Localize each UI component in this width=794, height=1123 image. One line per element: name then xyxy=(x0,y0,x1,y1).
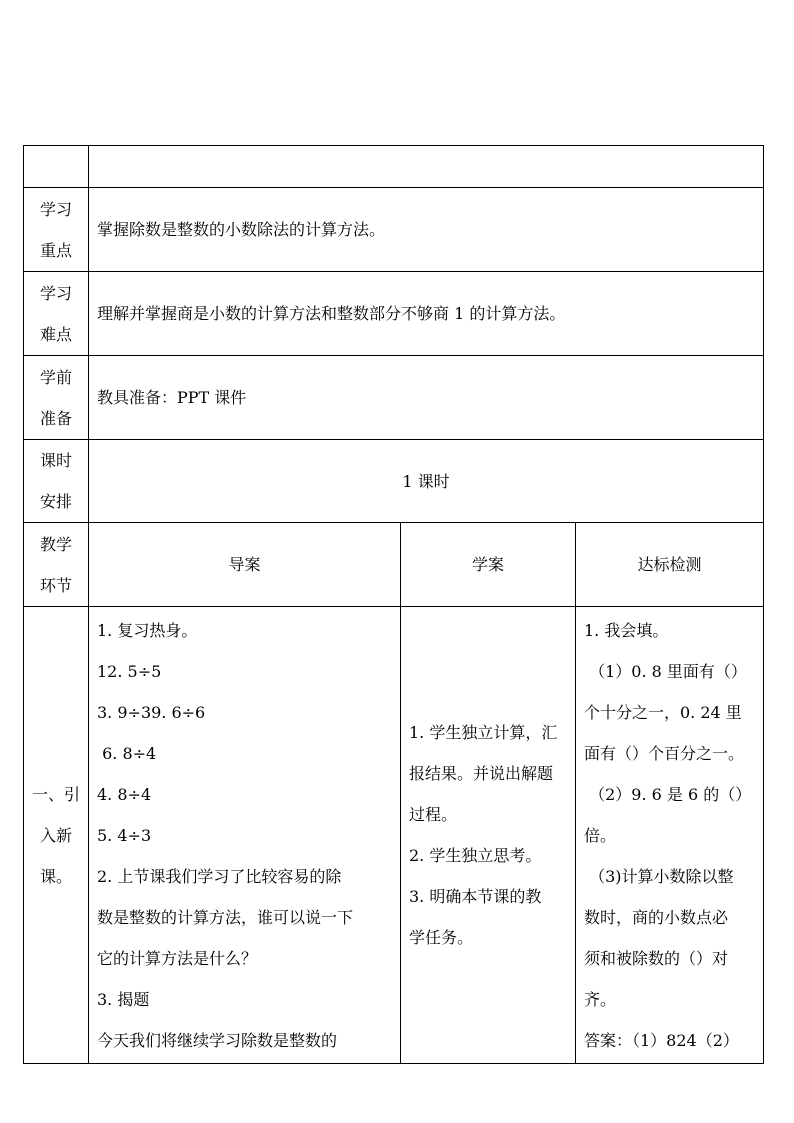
section-row xyxy=(24,607,764,1064)
row-label-line: 学习 xyxy=(39,283,72,303)
study-lines xyxy=(401,712,575,958)
study-line: 报结果。并说出解题 xyxy=(409,764,554,783)
study-line: 2. 学生独立思考。 xyxy=(409,846,542,865)
study-line: 过程。 xyxy=(409,805,458,824)
section-label-line: 一、引 xyxy=(31,784,80,804)
study-line: 学任务。 xyxy=(409,928,474,947)
guide-line: 1. 复习热身。 xyxy=(97,621,198,640)
check-line: 答案：（1）824（2） xyxy=(584,1031,739,1050)
table-row xyxy=(24,146,764,188)
check-line: （1）0. 8 里面有（） xyxy=(584,662,747,681)
study-cell xyxy=(401,607,576,1064)
check-line: 面有（）个百分之一。 xyxy=(584,744,745,763)
check-line: 倍。 xyxy=(584,826,617,845)
section-label xyxy=(24,607,89,1064)
guide-cell xyxy=(89,607,401,1064)
row-label xyxy=(24,440,89,523)
row-label-line: 准备 xyxy=(39,408,72,428)
check-cell xyxy=(576,607,764,1064)
check-line: （3)计算小数除以整 xyxy=(584,867,734,886)
check-line: 齐。 xyxy=(584,990,617,1009)
check-line: （2）9. 6 是 6 的（） xyxy=(584,785,752,804)
guide-line: 2. 上节课我们学习了比较容易的除 xyxy=(97,867,342,886)
difficulty-text: 理解并掌握商是小数的计算方法和整数部分不够商 1 的计算方法。 xyxy=(89,272,764,356)
section-label-line: 入新 xyxy=(39,825,72,845)
table-row xyxy=(24,272,764,356)
guide-lines xyxy=(89,607,400,1061)
guide-line: 12. 5÷5 xyxy=(97,662,162,681)
guide-line: 3. 揭题 xyxy=(97,990,150,1009)
guide-line: 数是整数的计算方法，谁可以说一下 xyxy=(97,908,354,927)
guide-line: 4. 8÷4 xyxy=(97,785,152,804)
check-line: 1. 我会填。 xyxy=(584,621,669,640)
study-line: 1. 学生独立计算，汇 xyxy=(409,723,558,742)
row-label-line: 教学 xyxy=(39,534,72,554)
table-row xyxy=(24,440,764,523)
row-label xyxy=(24,272,89,356)
row-label-line: 安排 xyxy=(39,492,72,511)
row-label xyxy=(24,523,89,607)
column-header-check: 达标检测 xyxy=(576,523,764,607)
schedule-text: 1 课时 xyxy=(89,440,764,523)
row-label-line: 难点 xyxy=(39,324,72,344)
column-header-study: 学案 xyxy=(401,523,576,607)
section-header-row xyxy=(24,523,764,607)
row-label xyxy=(24,356,89,440)
check-line: 数时，商的小数点必 xyxy=(584,908,729,927)
guide-line: 今天我们将继续学习除数是整数的 xyxy=(97,1031,338,1050)
study-line: 3. 明确本节课的教 xyxy=(409,887,542,906)
guide-line: 3. 9÷39. 6÷6 xyxy=(97,703,206,722)
check-line: 个十分之一，0. 24 里 xyxy=(584,703,742,722)
row-label xyxy=(24,146,89,188)
guide-line: 5. 4÷3 xyxy=(97,826,152,845)
row-label-line: 重点 xyxy=(39,240,72,260)
guide-line: 它的计算方法是什么？ xyxy=(97,949,258,968)
section-label-line: 课。 xyxy=(39,866,72,886)
row-label-line: 学习 xyxy=(39,199,72,219)
table-row xyxy=(24,188,764,272)
row-label-line: 学前 xyxy=(39,367,72,387)
lesson-plan-table xyxy=(23,145,764,1064)
check-line: 须和被除数的（）对 xyxy=(584,949,729,968)
row-content xyxy=(89,146,764,188)
table-row xyxy=(24,356,764,440)
row-label-line: 课时 xyxy=(39,451,72,470)
row-label-line: 环节 xyxy=(39,575,72,595)
row-label xyxy=(24,188,89,272)
key-point-text: 掌握除数是整数的小数除法的计算方法。 xyxy=(89,188,764,272)
preparation-text: 教具准备：PPT 课件 xyxy=(89,356,764,440)
check-lines xyxy=(576,607,763,1061)
guide-line: 6. 8÷4 xyxy=(97,744,157,763)
column-header-guide: 导案 xyxy=(89,523,401,607)
